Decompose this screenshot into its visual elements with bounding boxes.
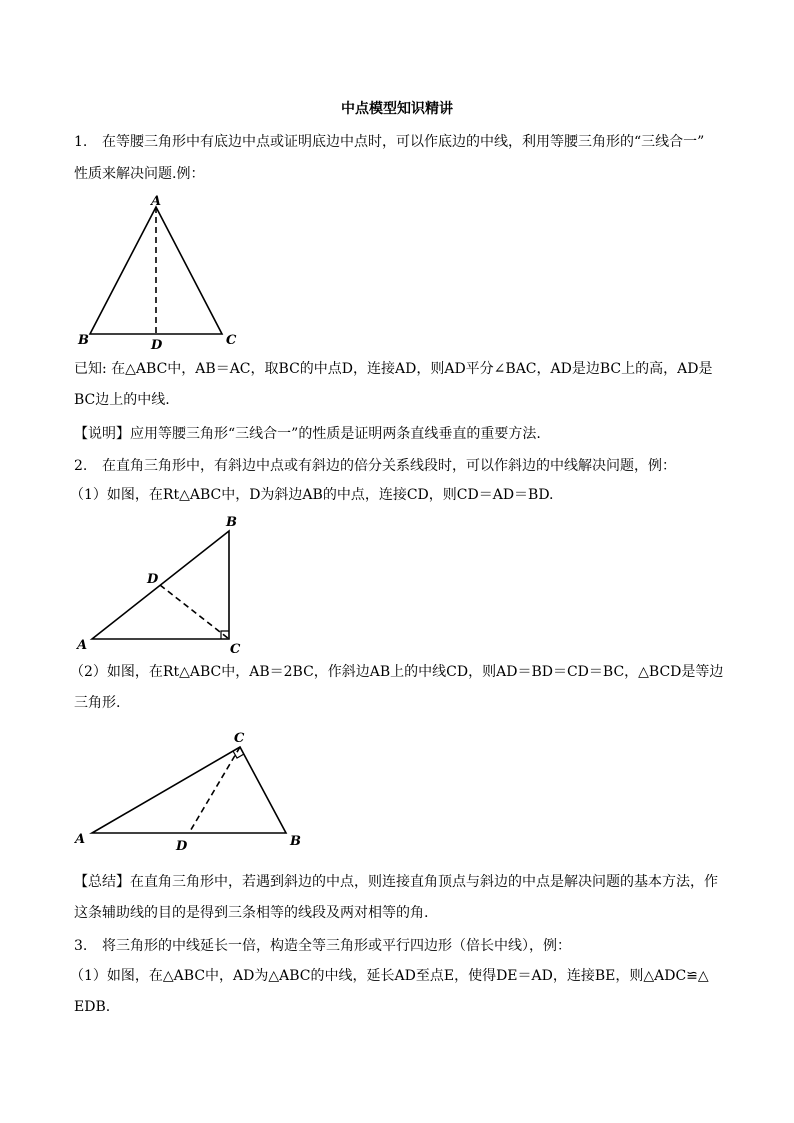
section1-note: 【说明】应用等腰三角形“三线合一”的性质是证明两条直线垂直的重要方法.: [74, 426, 541, 442]
fig3-label-a: A: [75, 832, 86, 847]
fig3-label-b: B: [290, 834, 301, 849]
section2-text: 在直角三角形中，有斜边中点或有斜边的倍分关系线段时，可以作斜边的中线解决问题，例：: [102, 458, 676, 474]
fig2-label-a: A: [77, 638, 88, 653]
section3-item1-a: （1）如图，在△ABC中，AD为△ABC的中线，延长AD至点E，使得DE＝AD，连接BE，则△ADC≌△: [70, 968, 709, 984]
section1-known-b: BC边上的中线.: [74, 392, 170, 408]
section3-text: 将三角形的中线延长一倍，构造全等三角形或平行四边形（倍长中线），例：: [102, 938, 571, 954]
section3-item1-b: EDB.: [74, 999, 111, 1015]
fig3-label-c: C: [234, 731, 245, 746]
section2-summary-b: 这条辅助线的目的是得到三条相等的线段及两对相等的角.: [74, 905, 429, 921]
fig3-label-d: D: [176, 839, 188, 854]
section2-item1: （1）如图，在Rt△ABC中，D为斜边AB的中点，连接CD，则CD＝AD＝BD.: [70, 487, 554, 503]
fig1-label-b: B: [78, 333, 89, 348]
section1-text-b: 性质来解决问题.例：: [74, 166, 205, 182]
fig2-label-d: D: [147, 572, 159, 587]
page-title: 中点模型知识精讲: [341, 101, 453, 117]
fig1-label-d: D: [151, 338, 163, 353]
section2-item2-b: 三角形.: [74, 695, 121, 711]
right-triangle-abc-2: [92, 747, 286, 833]
section3-number: 3.: [74, 938, 88, 954]
fig1-label-c: C: [226, 333, 237, 348]
fig2-label-b: B: [226, 515, 237, 530]
section2-number: 2.: [74, 458, 88, 474]
median-cd-dashed-2: [189, 747, 240, 833]
section2-item2-a: （2）如图，在Rt△ABC中，AB＝2BC，作斜边AB上的中线CD，则AD＝BD＝CD＝BC，△BCD是等边: [70, 664, 724, 680]
section1-text-a: 在等腰三角形中有底边中点或证明底边中点时，可以作底边的中线，利用等腰三角形的“三线合一”: [102, 134, 705, 150]
fig1-label-a: A: [151, 194, 162, 209]
section2-summary-a: 【总结】在直角三角形中，若遇到斜边的中点，则连接直角顶点与斜边的中点是解决问题的基本方法，作: [74, 874, 718, 890]
section1-number: 1.: [74, 134, 88, 150]
section3-line-1: [74, 936, 724, 956]
section1-known-a: 已知: 在△ABC中，AB＝AC，取BC的中点D，连接AD，则AD平分∠BAC，AD是边BC上的高，AD是: [74, 361, 713, 377]
fig2-label-c: C: [230, 642, 241, 657]
